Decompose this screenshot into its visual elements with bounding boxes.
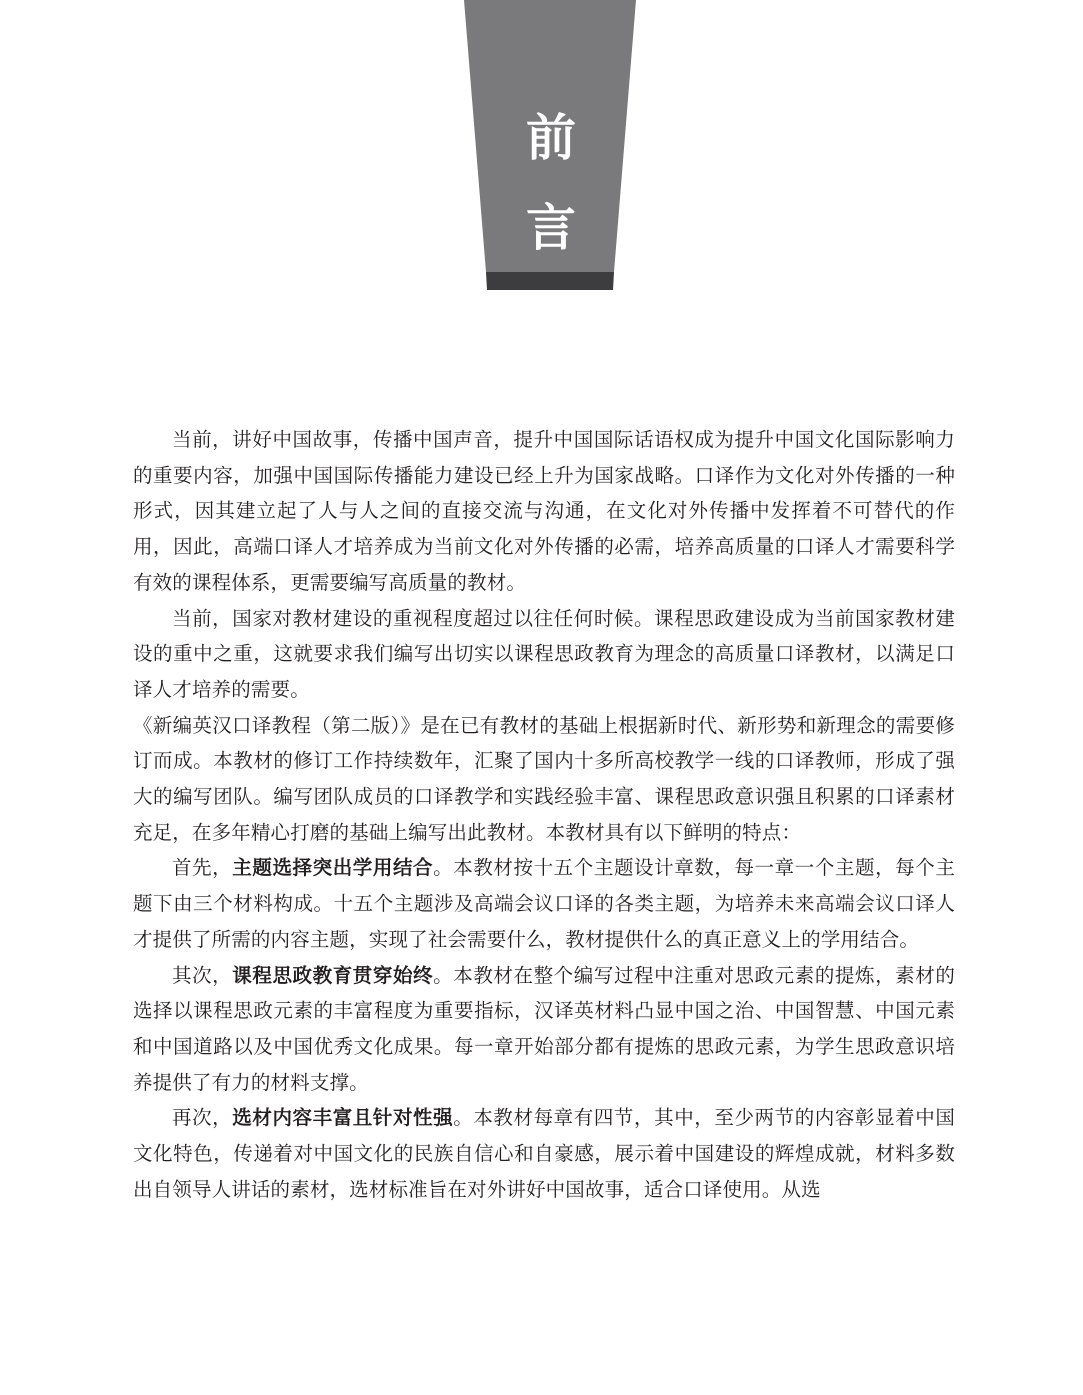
paragraph-5 bbox=[133, 958, 955, 1101]
title-char-1: 前 bbox=[526, 109, 576, 167]
paragraph-4 bbox=[133, 850, 955, 957]
paragraph-1 bbox=[133, 422, 955, 601]
paragraph-6 bbox=[133, 1100, 955, 1207]
paragraph-2 bbox=[133, 601, 955, 708]
paragraph-text: 。本教材按十五个主题设计章数，每一章一个主题，每个主题下由三个材料构成。十五个主题涉及高端会议口译的各类主题，为培养未来高端会议口译人才提供了所需的内容主题，实现了社会需要什么，教材提供什么的真正意义上的学用结合。 bbox=[133, 856, 955, 951]
paragraph-text: 《新编英汉口译教程（第二版）》是在已有教材的基础上根据新时代、新形势和新理念的需要修订而成。本教材的修订工作持续数年，汇聚了国内十多所高校教学一线的口译教师，形成了强大的编写团队。编写团队成员的口译教学和实践经验丰富、课程思政意识强且积累的口译素材充足，在多年精心打磨的基础上编写出此教材。本教材具有以下鲜明的特点： bbox=[133, 713, 955, 844]
title-char-2: 言 bbox=[526, 199, 576, 257]
paragraph-text: 当前，讲好中国故事，传播中国声音，提升中国国际话语权成为提升中国文化国际影响力的重要内容，加强中国国际传播能力建设已经上升为国家战略。口译作为文化对外传播的一种形式，因其建立起了人与人之间的直接交流与沟通，在文化对外传播中发挥着不可替代的作用，因此，高端口译人才培养成为当前文化对外传播的必需，培养高质量的口译人才需要科学有效的课程体系，更需要编写高质量的教材。 bbox=[133, 428, 955, 594]
feature-heading: 课程思政教育贯穿始终 bbox=[232, 963, 434, 987]
paragraph-text: 。本教材每章有四节，其中，至少两节的内容彰显着中国文化特色，传递着对中国文化的民族自信心和自豪感，展示着中国建设的辉煌成就，材料多数出自领导人讲话的素材，选材标准旨在对外讲好中国故事，适合口译使用。从选 bbox=[133, 1106, 955, 1201]
feature-heading: 主题选择突出学用结合 bbox=[232, 856, 434, 880]
paragraph-lead: 首先， bbox=[172, 856, 233, 880]
paragraph-lead: 其次， bbox=[172, 963, 233, 987]
feature-heading: 选材内容丰富且针对性强 bbox=[232, 1106, 454, 1130]
banner-base bbox=[486, 272, 614, 290]
chapter-title-banner bbox=[0, 0, 1083, 300]
paragraph-text: 当前，国家对教材建设的重视程度超过以往任何时候。课程思政建设成为当前国家教材建设的重中之重，这就要求我们编写出切实以课程思政教育为理念的高质量口译教材，以满足口译人才培养的需要。 bbox=[133, 606, 955, 701]
paragraph-3 bbox=[133, 708, 955, 851]
paragraph-text: 。本教材在整个编写过程中注重对思政元素的提炼，素材的选择以课程思政元素的丰富程度为重要指标，汉译英材料凸显中国之治、中国智慧、中国元素和中国道路以及中国优秀文化成果。每一章开始部分都有提炼的思政元素，为学生思政意识培养提供了有力的材料支撑。 bbox=[133, 963, 955, 1094]
preface-body bbox=[133, 422, 955, 1207]
paragraph-lead: 再次， bbox=[172, 1106, 233, 1130]
